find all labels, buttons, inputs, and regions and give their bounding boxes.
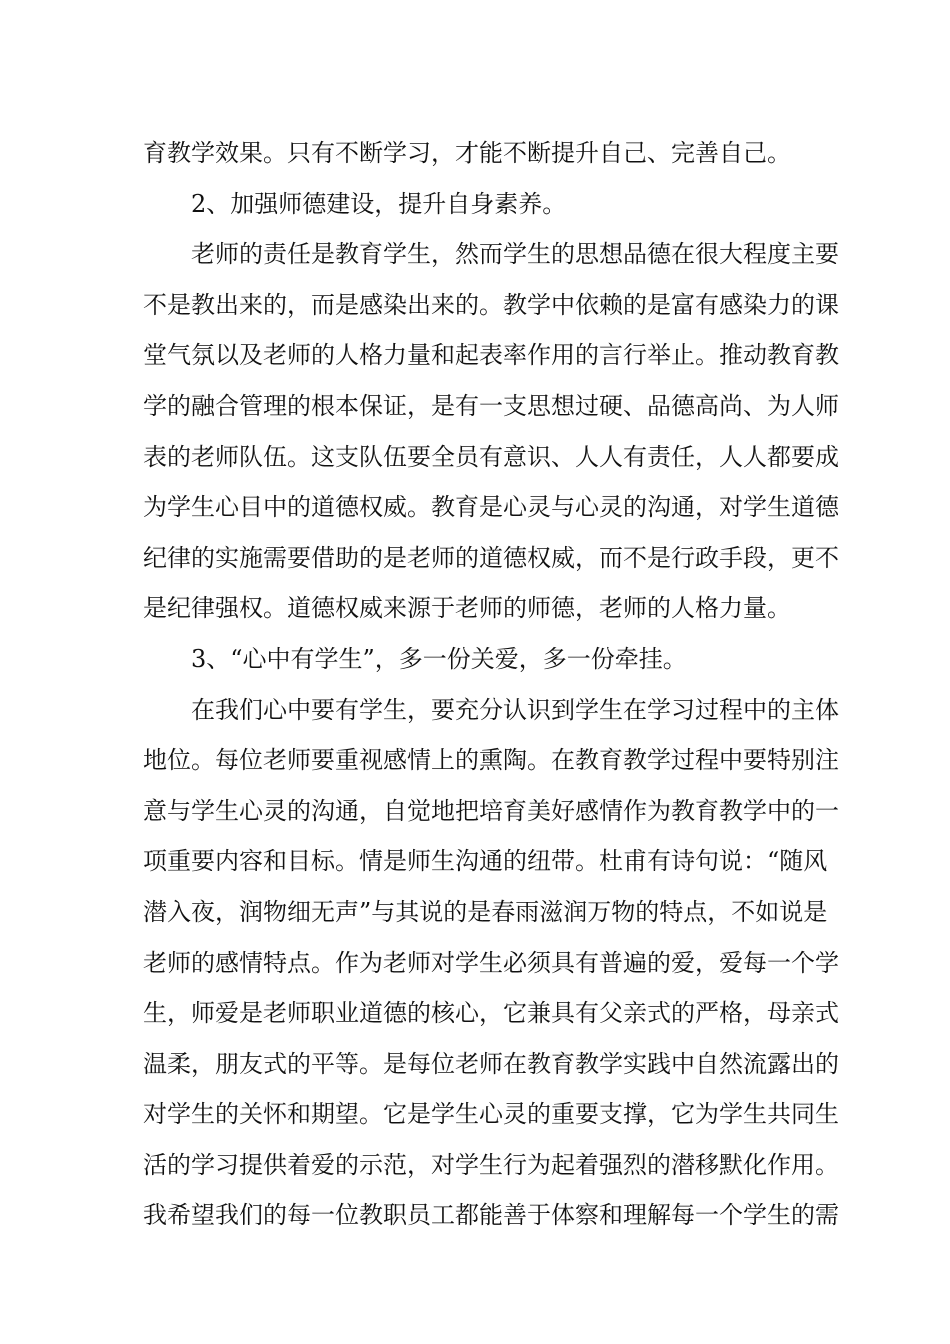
- text-line: 项重要内容和目标。情是师生沟通的纽带。杜甫有诗句说：“随风: [143, 847, 828, 876]
- text-line: 学的融合管理的根本保证，是有一支思想过硬、品德高尚、为人师: [143, 391, 839, 420]
- text-line: 地位。每位老师要重视感情上的熏陶。在教育教学过程中要特别注: [143, 746, 839, 775]
- text-line: 育教学效果。只有不断学习，才能不断提升自己、完善自己。: [143, 139, 791, 167]
- text-line: 温柔，朋友式的平等。是每位老师在教育教学实践中自然流露出的: [143, 1049, 839, 1078]
- text-line: 意与学生心灵的沟通，自觉地把培育美好感情作为教育教学中的一: [143, 796, 839, 825]
- text-line: 生，师爱是老师职业道德的核心，它兼具有父亲式的严格，母亲式: [143, 999, 839, 1028]
- text-line: 纪律的实施需要借助的是老师的道德权威，而不是行政手段，更不: [143, 543, 839, 572]
- text-line: 不是教出来的，而是感染出来的。教学中依赖的是富有感染力的课: [143, 290, 839, 319]
- text-line: 是纪律强权。道德权威来源于老师的师德，老师的人格力量。: [143, 594, 791, 623]
- text-line: 3、“心中有学生”，多一份关爱，多一份牵挂。: [191, 644, 687, 673]
- text-line: 2、加强师德建设，提升自身素养。: [191, 189, 567, 218]
- text-line: 老师的感情特点。作为老师对学生必须具有普遍的爱，爱每一个学: [143, 948, 839, 977]
- text-line: 表的老师队伍。这支队伍要全员有意识、人人有责任，人人都要成: [143, 442, 839, 471]
- document-body: [143, 128, 839, 1241]
- text-line: 对学生的关怀和期望。它是学生心灵的重要支撑，它为学生共同生: [143, 1100, 839, 1129]
- text-line: 我希望我们的每一位教职员工都能善于体察和理解每一个学生的需: [143, 1201, 839, 1230]
- text-line: 在我们心中要有学生，要充分认识到学生在学习过程中的主体: [191, 695, 839, 724]
- text-line: 活的学习提供着爱的示范，对学生行为起着强烈的潜移默化作用。: [143, 1150, 839, 1179]
- text-line: 为学生心目中的道德权威。教育是心灵与心灵的沟通，对学生道德: [143, 493, 839, 522]
- text-line: 老师的责任是教育学生，然而学生的思想品德在很大程度主要: [191, 240, 839, 269]
- text-line: 堂气氛以及老师的人格力量和起表率作用的言行举止。推动教育教: [143, 341, 839, 370]
- text-line: 潜入夜，润物细无声”与其说的是春雨滋润万物的特点，不如说是: [143, 897, 828, 926]
